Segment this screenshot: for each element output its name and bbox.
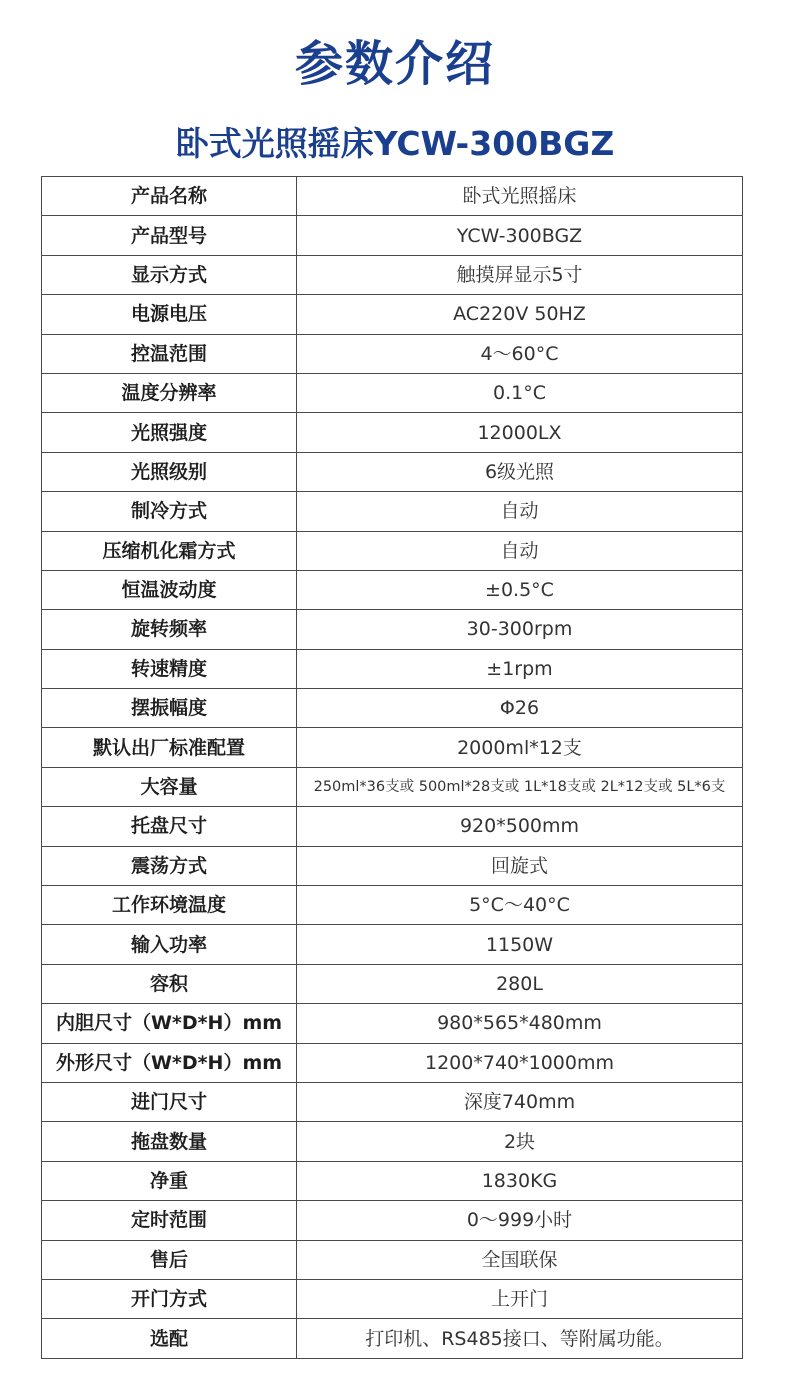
spec-value: 980*565*480mm bbox=[297, 1004, 743, 1043]
spec-label: 摆振幅度 bbox=[42, 689, 297, 728]
spec-label: 进门尺寸 bbox=[42, 1082, 297, 1121]
spec-value: 触摸屏显示5寸 bbox=[297, 255, 743, 294]
table-row bbox=[42, 570, 743, 609]
spec-label: 外形尺寸（W*D*H）mm bbox=[42, 1043, 297, 1082]
table-row bbox=[42, 689, 743, 728]
spec-label: 显示方式 bbox=[42, 255, 297, 294]
spec-label: 工作环境温度 bbox=[42, 886, 297, 925]
table-row bbox=[42, 886, 743, 925]
table-row bbox=[42, 1082, 743, 1121]
table-row bbox=[42, 492, 743, 531]
table-row bbox=[42, 1161, 743, 1200]
spec-value: 自动 bbox=[297, 492, 743, 531]
spec-value: 280L bbox=[297, 964, 743, 1003]
table-row bbox=[42, 728, 743, 767]
spec-label: 默认出厂标准配置 bbox=[42, 728, 297, 767]
spec-label: 内胆尺寸（W*D*H）mm bbox=[42, 1004, 297, 1043]
spec-value: YCW-300BGZ bbox=[297, 216, 743, 255]
spec-label: 恒温波动度 bbox=[42, 570, 297, 609]
spec-value: AC220V 50HZ bbox=[297, 295, 743, 334]
table-row bbox=[42, 649, 743, 688]
spec-label: 制冷方式 bbox=[42, 492, 297, 531]
table-row bbox=[42, 807, 743, 846]
table-row bbox=[42, 413, 743, 452]
spec-label: 选配 bbox=[42, 1319, 297, 1358]
table-row bbox=[42, 610, 743, 649]
table-row bbox=[42, 255, 743, 294]
spec-value: 上开门 bbox=[297, 1279, 743, 1318]
spec-value: 1150W bbox=[297, 925, 743, 964]
table-row bbox=[42, 767, 743, 806]
spec-value: 0～999小时 bbox=[297, 1201, 743, 1240]
spec-label: 输入功率 bbox=[42, 925, 297, 964]
table-row bbox=[42, 1122, 743, 1161]
spec-label: 产品型号 bbox=[42, 216, 297, 255]
spec-label: 电源电压 bbox=[42, 295, 297, 334]
table-row bbox=[42, 1240, 743, 1279]
spec-label: 旋转频率 bbox=[42, 610, 297, 649]
spec-label: 大容量 bbox=[42, 767, 297, 806]
spec-value: 卧式光照摇床 bbox=[297, 177, 743, 216]
spec-label: 开门方式 bbox=[42, 1279, 297, 1318]
spec-value: 回旋式 bbox=[297, 846, 743, 885]
table-row bbox=[42, 925, 743, 964]
table-row bbox=[42, 216, 743, 255]
spec-value: 1830KG bbox=[297, 1161, 743, 1200]
spec-value: ±0.5°C bbox=[297, 570, 743, 609]
spec-label: 定时范围 bbox=[42, 1201, 297, 1240]
spec-value: 深度740mm bbox=[297, 1082, 743, 1121]
spec-value: 打印机、RS485接口、等附属功能。 bbox=[297, 1319, 743, 1358]
table-row bbox=[42, 295, 743, 334]
spec-value: 全国联保 bbox=[297, 1240, 743, 1279]
spec-label: 拖盘数量 bbox=[42, 1122, 297, 1161]
spec-value: 12000LX bbox=[297, 413, 743, 452]
spec-value: 2000ml*12支 bbox=[297, 728, 743, 767]
table-row bbox=[42, 177, 743, 216]
table-row bbox=[42, 334, 743, 373]
spec-label: 光照级别 bbox=[42, 452, 297, 491]
table-row bbox=[42, 1319, 743, 1358]
table-row bbox=[42, 531, 743, 570]
spec-value: 1200*740*1000mm bbox=[297, 1043, 743, 1082]
table-row bbox=[42, 846, 743, 885]
spec-label: 托盘尺寸 bbox=[42, 807, 297, 846]
spec-value: 4～60°C bbox=[297, 334, 743, 373]
spec-label: 产品名称 bbox=[42, 177, 297, 216]
spec-table bbox=[41, 176, 743, 1359]
page-title: 参数介绍 bbox=[294, 36, 495, 92]
product-title: 卧式光照摇床YCW-300BGZ bbox=[175, 124, 615, 163]
table-row bbox=[42, 964, 743, 1003]
spec-label: 震荡方式 bbox=[42, 846, 297, 885]
spec-value: 30-300rpm bbox=[297, 610, 743, 649]
spec-label: 温度分辨率 bbox=[42, 373, 297, 412]
spec-value: Φ26 bbox=[297, 689, 743, 728]
spec-value: 自动 bbox=[297, 531, 743, 570]
spec-label: 售后 bbox=[42, 1240, 297, 1279]
spec-value: 6级光照 bbox=[297, 452, 743, 491]
spec-value: 250ml*36支或 500ml*28支或 1L*18支或 2L*12支或 5L*6支 bbox=[297, 767, 743, 806]
spec-value: ±1rpm bbox=[297, 649, 743, 688]
spec-label: 控温范围 bbox=[42, 334, 297, 373]
spec-label: 转速精度 bbox=[42, 649, 297, 688]
spec-label: 净重 bbox=[42, 1161, 297, 1200]
table-row bbox=[42, 1004, 743, 1043]
spec-table-body bbox=[42, 177, 743, 1359]
spec-label: 压缩机化霜方式 bbox=[42, 531, 297, 570]
table-row bbox=[42, 373, 743, 412]
spec-value: 0.1°C bbox=[297, 373, 743, 412]
spec-value: 920*500mm bbox=[297, 807, 743, 846]
table-row bbox=[42, 1279, 743, 1318]
spec-value: 2块 bbox=[297, 1122, 743, 1161]
table-row bbox=[42, 1043, 743, 1082]
spec-label: 光照强度 bbox=[42, 413, 297, 452]
table-row bbox=[42, 452, 743, 491]
table-row bbox=[42, 1201, 743, 1240]
spec-value: 5°C～40°C bbox=[297, 886, 743, 925]
spec-label: 容积 bbox=[42, 964, 297, 1003]
